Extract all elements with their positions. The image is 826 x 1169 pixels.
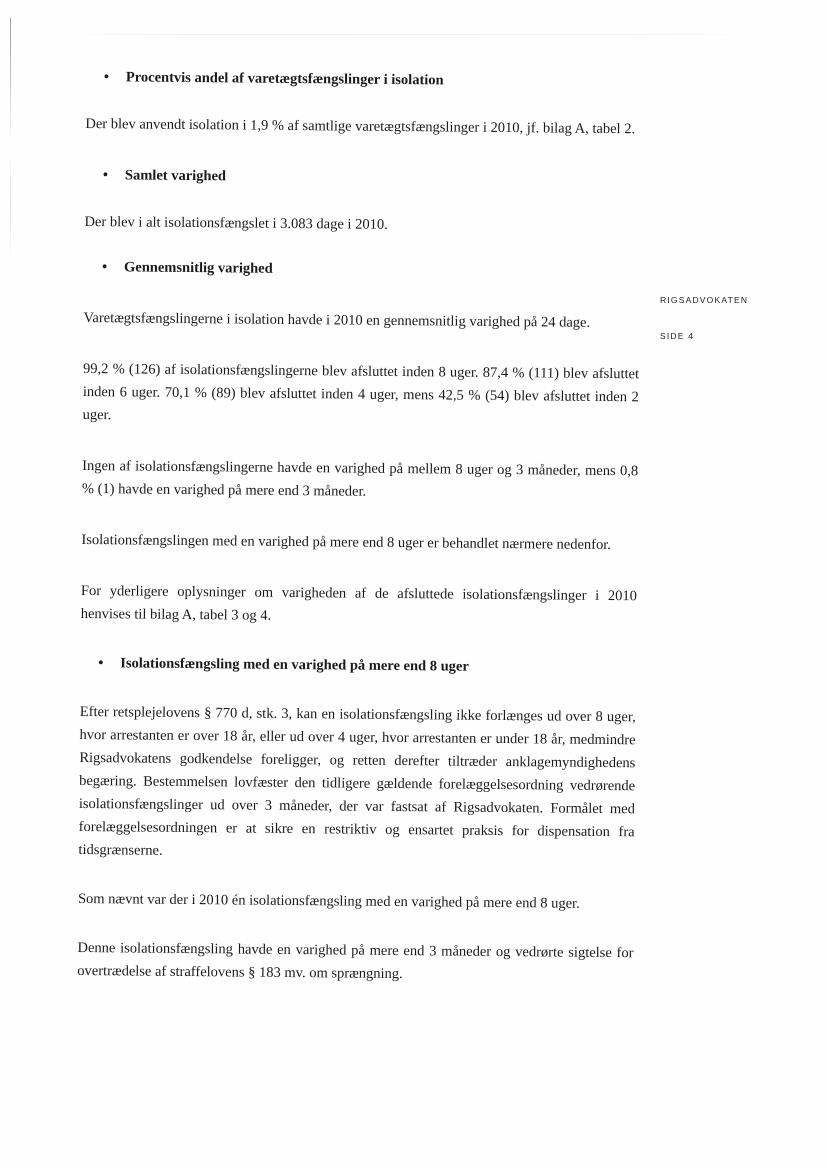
bullet-icon: • [101, 259, 108, 276]
paragraph: 99,2 % (126) af isolationsfængslingerne blev afsluttet inden 8 uger. 87,4 % (111) blev afsluttet inden 6 uger. 70,1 % (89) blev afsluttet inden 4 uger, mens 42,5 % (54) blev afsluttet inden 2 uger. [82, 360, 640, 424]
paragraph: Som nævnt var der i 2010 én isolationsfængsling med en varighed på mere end 8 uger. [77, 890, 580, 912]
page-number: SIDE 4 [660, 331, 695, 341]
bullet-icon: • [103, 69, 110, 86]
heading-text: Gennemsnitlig varighed [123, 259, 273, 277]
paragraph: Der blev anvendt isolation i 1,9 % af samtlige varetægtsfængslinger i 2010, jf. bilag A, tabel 2. [85, 115, 636, 138]
paragraph: For yderligere oplysninger om varigheden af de afsluttede isolationsfængslinger i 2010 henvises til bilag A, tabel 3 og 4. [80, 582, 638, 624]
section-heading [85, 164, 641, 192]
paragraph: Efter retsplejelovens § 770 d, stk. 3, kan en isolationsfængsling ikke forlænges ud over 8 uger, hvor arrestanten er over 18 år, eller ud over 4 uger, hvor arrestanten er under 18 år, medmindre Rigsadvokatens godkendelse foreligger, og retten derefter tiltræder anklagemyndighedens begæring. Bestemmelsen lovfæster den tidligere gældende forelæggelsesordning vedrørende isolationsfængslinger ud over 3 måneder, der var fastsat af Rigsadvokaten. Formålet med forelæggelsesordningen er at sikre en restriktiv og ensartet praksis for dispensation fra tidsgrænserne. [78, 703, 636, 859]
section-heading [84, 256, 640, 284]
heading-text: Samlet varighed [124, 167, 227, 185]
scan-edge-mark [10, 150, 11, 260]
paragraph: Ingen af isolationsfængslingerne havde en varighed på mellem 8 uger og 3 måneder, mens 0,8 % (1) havde en varighed på mere end 3 måneder. [81, 457, 639, 500]
paragraph: Der blev i alt isolationsfængslet i 3.083 dage i 2010. [84, 213, 388, 233]
section-heading [86, 66, 642, 94]
organization-name: RIGSADVOKATEN [660, 295, 749, 305]
heading-text: Isolationsfængsling med en varighed på mere end 8 uger [120, 655, 469, 675]
paragraph: Isolationsfængslingen med en varighed på mere end 8 uger er behandlet nærmere nedenfor. [81, 531, 611, 554]
bullet-icon: • [102, 167, 109, 184]
scan-edge-mark [10, 18, 11, 138]
paragraph: Denne isolationsfængsling havde en varighed på mere end 3 måneder og vedrørte sigtelse for overtrædelse af straffelovens § 183 mv. om sprængning. [77, 939, 634, 983]
paragraph: Varetægtsfængslingerne i isolation havde i 2010 en gennemsnitlig varighed på 24 dage. [83, 309, 591, 331]
letterhead-sidebar [660, 295, 748, 341]
body-text [77, 66, 642, 988]
heading-text: Procentvis andel af varetægtsfængslinger i isolation [125, 69, 444, 89]
section-heading [80, 652, 636, 680]
bullet-icon: • [98, 655, 104, 672]
scan-smudge [60, 34, 760, 35]
